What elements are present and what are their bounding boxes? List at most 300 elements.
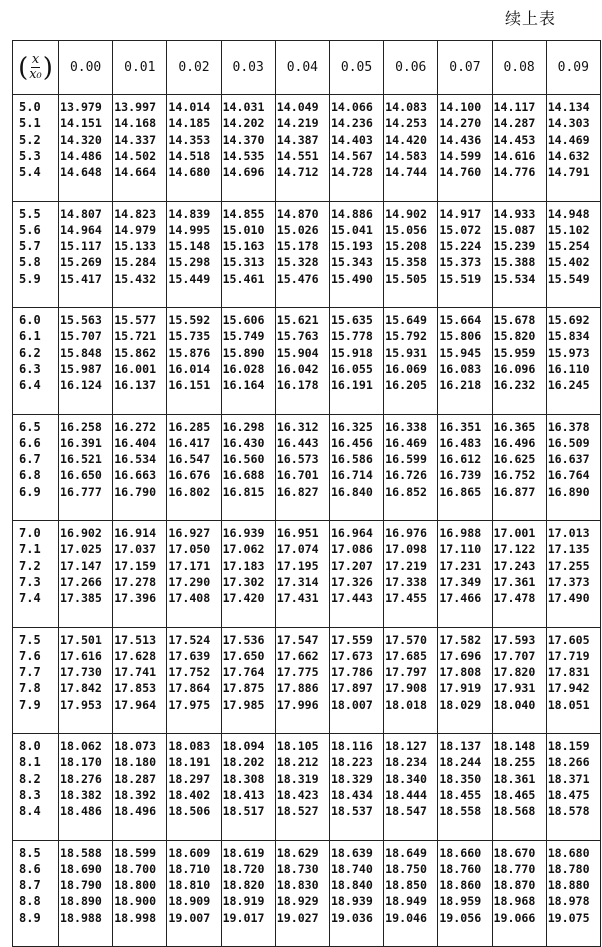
table-value: 18.094 [222,739,265,753]
table-value: 14.100 [439,100,482,114]
table-value: 17.219 [385,558,428,573]
ratio-value: 5.6 [19,222,41,237]
table-value: 17.302 [222,574,265,589]
table-row-group [13,734,601,841]
column-header: 0.06 [384,41,438,95]
table-value: 18.506 [168,804,211,819]
table-value: 17.135 [547,542,590,557]
table-value: 18.820 [222,878,265,893]
table-value: 16.245 [547,378,590,393]
table-value: 13.997 [114,100,157,114]
table-value: 15.577 [114,313,157,327]
table-value: 14.083 [385,100,428,114]
value-cell [221,308,275,415]
value-cell [438,521,492,628]
table-value: 18.750 [385,861,428,876]
table-value: 15.117 [60,239,102,254]
table-value: 18.870 [493,878,536,893]
ratio-value: 8.7 [19,878,41,893]
table-continued-caption: 续上表 [504,9,556,28]
table-value: 18.959 [439,894,482,909]
table-value: 16.096 [493,361,536,376]
table-value: 16.714 [330,468,373,483]
table-value: 17.326 [330,574,373,589]
value-cell [384,734,438,841]
table-value: 16.586 [330,452,373,467]
table-value: 17.278 [114,574,157,589]
table-value: 17.513 [114,632,157,647]
table-value: 16.976 [385,526,428,540]
table-value: 17.373 [547,574,590,589]
table-value: 16.599 [385,452,428,467]
value-cell [275,95,329,202]
table-value: 18.850 [385,878,428,893]
table-value: 18.073 [114,739,157,753]
table-value: 15.904 [276,345,319,360]
table-value: 17.385 [60,591,102,606]
ratio-value: 6.7 [19,452,41,467]
table-value: 14.791 [547,165,590,180]
table-value: 18.423 [276,787,319,802]
table-value: 14.502 [114,148,157,163]
table-value: 15.678 [493,313,536,327]
table-value: 14.219 [276,116,319,131]
table-value: 17.853 [114,681,157,696]
table-value: 16.688 [222,468,265,483]
table-value: 14.948 [547,206,590,221]
table-value: 16.404 [114,435,157,450]
value-cell [59,201,113,308]
table-value: 17.195 [276,558,319,573]
ratio-numerator: x [31,52,40,67]
table-value: 16.951 [276,526,319,540]
table-row-group [13,201,601,308]
table-value: 15.102 [547,222,590,237]
value-cell [492,201,546,308]
value-cell [167,414,221,521]
table-value: 15.876 [168,345,211,360]
table-value: 16.028 [222,361,265,376]
table-value: 15.635 [330,313,373,327]
value-cell [113,95,167,202]
table-value: 16.939 [222,526,265,540]
value-cell [329,627,383,734]
column-header: 0.00 [59,41,113,95]
table-value: 17.875 [222,681,265,696]
table-value: 16.914 [114,526,157,540]
table-value: 15.735 [168,329,211,344]
ratio-value: 5.7 [19,239,41,254]
lookup-table [12,40,601,947]
table-value: 17.062 [222,542,265,557]
table-value: 15.269 [60,255,102,270]
table-value: 15.505 [385,271,428,286]
table-value: 14.648 [60,165,102,180]
table-value: 16.612 [439,452,482,467]
table-value: 17.775 [276,665,319,680]
table-value: 18.350 [439,771,482,786]
table-value: 16.988 [439,526,482,540]
table-value: 18.619 [222,845,265,860]
value-cell [167,308,221,415]
table-value: 16.547 [168,452,211,467]
table-value: 17.650 [222,648,265,663]
table-value: 18.810 [168,878,211,893]
table-row-group [13,414,601,521]
table-value: 17.919 [439,681,482,696]
table-value: 18.159 [547,739,590,753]
table-value: 15.721 [114,329,157,344]
value-cell [275,627,329,734]
table-value: 15.313 [222,255,265,270]
table-value: 18.840 [330,878,373,893]
table-value: 17.455 [385,591,428,606]
table-value: 18.018 [385,697,428,712]
table-value: 14.353 [168,132,211,147]
ratio-value: 6.2 [19,345,41,360]
ratio-value: 7.7 [19,665,41,680]
table-value: 14.168 [114,116,157,131]
table-value: 16.560 [222,452,265,467]
table-value: 14.535 [222,148,265,163]
table-value: 17.431 [276,591,319,606]
table-value: 16.902 [60,526,102,540]
table-value: 16.137 [114,378,157,393]
table-value: 18.890 [60,894,102,909]
table-value: 16.456 [330,435,373,450]
ratio-value: 5.4 [19,165,41,180]
table-value: 14.886 [330,206,373,221]
table-value: 17.942 [547,681,590,696]
table-value: 15.343 [330,255,373,270]
table-value: 17.037 [114,542,157,557]
table-value: 16.417 [168,435,211,450]
table-value: 17.466 [439,591,482,606]
table-value: 15.148 [168,239,211,254]
table-value: 17.808 [439,665,482,680]
table-value: 18.680 [547,845,590,860]
table-value: 16.443 [276,435,319,450]
value-cell [221,414,275,521]
table-value: 15.519 [439,271,482,286]
table-value: 14.117 [493,100,536,114]
table-value: 14.049 [276,100,319,114]
table-value: 18.770 [493,861,536,876]
table-value: 17.255 [547,558,590,573]
value-cell [438,95,492,202]
value-cell [438,308,492,415]
value-cell [329,414,383,521]
table-value: 16.890 [547,484,590,499]
table-value: 16.272 [114,419,157,434]
ratio-cell [13,627,59,734]
table-value: 17.605 [547,632,590,647]
value-cell [275,414,329,521]
table-value: 14.403 [330,132,373,147]
table-value: 16.378 [547,419,590,434]
value-cell [113,627,167,734]
table-value: 18.880 [547,878,590,893]
table-value: 14.031 [222,100,265,114]
value-cell [113,521,167,628]
ratio-value: 5.1 [19,116,41,131]
value-cell [438,840,492,947]
ratio-header: ( $\frac{x}{\text{x₀}}$ ) [13,41,59,95]
value-cell [492,308,546,415]
value-cell [546,95,600,202]
table-value: 14.933 [493,206,536,221]
table-value: 14.902 [385,206,428,221]
table-value: 15.820 [493,329,536,344]
table-value: 16.877 [493,484,536,499]
table-value: 18.180 [114,755,157,770]
value-cell [492,414,546,521]
table-value: 18.276 [60,771,102,786]
table-value: 14.567 [330,148,373,163]
value-cell [221,840,275,947]
table-value: 15.549 [547,271,590,286]
table-value: 15.490 [330,271,373,286]
table-value: 14.436 [439,132,482,147]
table-value: 15.931 [385,345,428,360]
table-value: 18.537 [330,804,373,819]
value-cell [59,840,113,947]
table-value: 17.207 [330,558,373,573]
table-value: 15.749 [222,329,265,344]
value-cell [492,734,546,841]
table-value: 16.042 [276,361,319,376]
table-value: 16.637 [547,452,590,467]
table-value: 19.056 [439,910,482,925]
table-value: 15.987 [60,361,102,376]
table-value: 16.205 [385,378,428,393]
table-value: 17.478 [493,591,536,606]
table-value: 17.122 [493,542,536,557]
table-value: 14.696 [222,165,265,180]
table-value: 17.098 [385,542,428,557]
table-value: 18.116 [330,739,373,753]
table-value: 18.361 [493,771,536,786]
table-value: 17.886 [276,681,319,696]
table-value: 16.752 [493,468,536,483]
table-value: 18.191 [168,755,211,770]
table-value: 14.855 [222,206,265,221]
value-cell [546,734,600,841]
table-value: 18.900 [114,894,157,909]
ratio-cell [13,308,59,415]
table-value: 15.959 [493,345,536,360]
table-value: 18.371 [547,771,590,786]
table-value: 18.710 [168,861,211,876]
value-cell [546,201,600,308]
table-value: 14.320 [60,132,102,147]
ratio-value: 7.2 [19,558,41,573]
ratio-value: 6.6 [19,435,41,450]
table-value: 17.741 [114,665,157,680]
table-value: 18.949 [385,894,428,909]
ratio-value: 8.8 [19,894,41,909]
table-value: 17.524 [168,632,211,647]
table-value: 14.551 [276,148,319,163]
ratio-value: 8.6 [19,861,41,876]
value-cell [113,201,167,308]
table-value: 15.692 [547,313,590,327]
value-cell [329,840,383,947]
table-value: 18.244 [439,755,482,770]
table-value: 15.649 [385,313,428,327]
table-value: 17.490 [547,591,590,606]
table-value: 17.985 [222,697,265,712]
table-value: 14.807 [60,206,102,221]
table-value: 17.349 [439,574,482,589]
table-value: 15.163 [222,239,265,254]
value-cell [384,840,438,947]
value-cell [329,201,383,308]
table-value: 17.662 [276,648,319,663]
table-value: 18.700 [114,861,157,876]
table-value: 16.676 [168,468,211,483]
value-cell [438,734,492,841]
table-value: 17.696 [439,648,482,663]
table-value: 16.391 [60,435,102,450]
value-cell [167,627,221,734]
ratio-value: 8.2 [19,771,41,786]
table-value: 17.593 [493,632,536,647]
value-cell [329,734,383,841]
table-value: 16.151 [168,378,211,393]
table-value: 18.308 [222,771,265,786]
table-value: 15.417 [60,271,102,286]
ratio-value: 8.3 [19,787,41,802]
table-value: 15.534 [493,271,536,286]
value-cell [492,521,546,628]
value-cell [167,95,221,202]
table-value: 15.621 [276,313,319,327]
table-value: 14.387 [276,132,319,147]
value-cell [167,840,221,947]
table-value: 16.124 [60,378,102,393]
table-value: 18.455 [439,787,482,802]
table-value: 17.420 [222,591,265,606]
table-body [13,95,601,947]
table-value: 14.469 [547,132,590,147]
table-value: 18.639 [330,845,373,860]
value-cell [329,95,383,202]
table-value: 14.303 [547,116,590,131]
table-value: 16.312 [276,419,319,434]
ratio-value: 5.5 [19,206,41,221]
ratio-value: 6.9 [19,484,41,499]
table-value: 17.290 [168,574,211,589]
ratio-value: 5.3 [19,148,41,163]
table-value: 14.066 [330,100,373,114]
column-header: 0.02 [167,41,221,95]
table-value: 17.547 [276,632,319,647]
table-value: 18.475 [547,787,590,802]
table-value: 18.040 [493,697,536,712]
table-value: 14.253 [385,116,428,131]
table-value: 15.373 [439,255,482,270]
table-value: 18.496 [114,804,157,819]
header-row [13,41,601,95]
table-value: 17.673 [330,648,373,663]
table-value: 16.191 [330,378,373,393]
table-row-group [13,627,601,734]
table-value: 18.690 [60,861,102,876]
table-value: 14.664 [114,165,157,180]
table-value: 15.664 [439,313,482,327]
table-value: 16.232 [493,378,536,393]
table-value: 17.231 [439,558,482,573]
table-value: 18.780 [547,861,590,876]
table-value: 17.831 [547,665,590,680]
table-value: 15.254 [547,239,590,254]
table-value: 15.476 [276,271,319,286]
table-value: 17.001 [493,526,536,540]
table-value: 18.660 [439,845,482,860]
table-value: 18.558 [439,804,482,819]
value-cell [275,734,329,841]
table-value: 16.521 [60,452,102,467]
table-value: 17.171 [168,558,211,573]
table-value: 17.559 [330,632,373,647]
table-value: 15.010 [222,222,265,237]
table-value: 18.105 [276,739,319,753]
table-value: 18.212 [276,755,319,770]
table-value: 16.178 [276,378,319,393]
table-value: 18.929 [276,894,319,909]
value-cell [438,627,492,734]
table-value: 15.178 [276,239,319,254]
table-value: 17.752 [168,665,211,680]
table-value: 15.862 [114,345,157,360]
table-value: 14.728 [330,165,373,180]
table-value: 15.461 [222,271,265,286]
table-value: 18.629 [276,845,319,860]
table-value: 14.760 [439,165,482,180]
table-value: 18.588 [60,845,102,860]
table-value: 17.628 [114,648,157,663]
table-value: 16.927 [168,526,211,540]
value-cell [275,308,329,415]
table-value: 14.134 [547,100,590,114]
table-value: 15.763 [276,329,319,344]
value-cell [384,627,438,734]
table-value: 14.870 [276,206,319,221]
table-value: 16.573 [276,452,319,467]
table-value: 18.939 [330,894,373,909]
table-value: 14.632 [547,148,590,163]
value-cell [438,201,492,308]
table-value: 18.434 [330,787,373,802]
value-cell [546,521,600,628]
table-value: 14.680 [168,165,211,180]
table-value: 14.518 [168,148,211,163]
table-value: 15.973 [547,345,590,360]
table-value: 15.945 [439,345,482,360]
table-value: 18.444 [385,787,428,802]
table-value: 17.719 [547,648,590,663]
table-value: 14.486 [60,148,102,163]
table-value: 17.396 [114,591,157,606]
table-value: 17.864 [168,681,211,696]
table-value: 16.014 [168,361,211,376]
column-header: 0.08 [492,41,546,95]
table-value: 15.707 [60,329,102,344]
value-cell [59,734,113,841]
value-cell [275,840,329,947]
table-value: 18.730 [276,861,319,876]
